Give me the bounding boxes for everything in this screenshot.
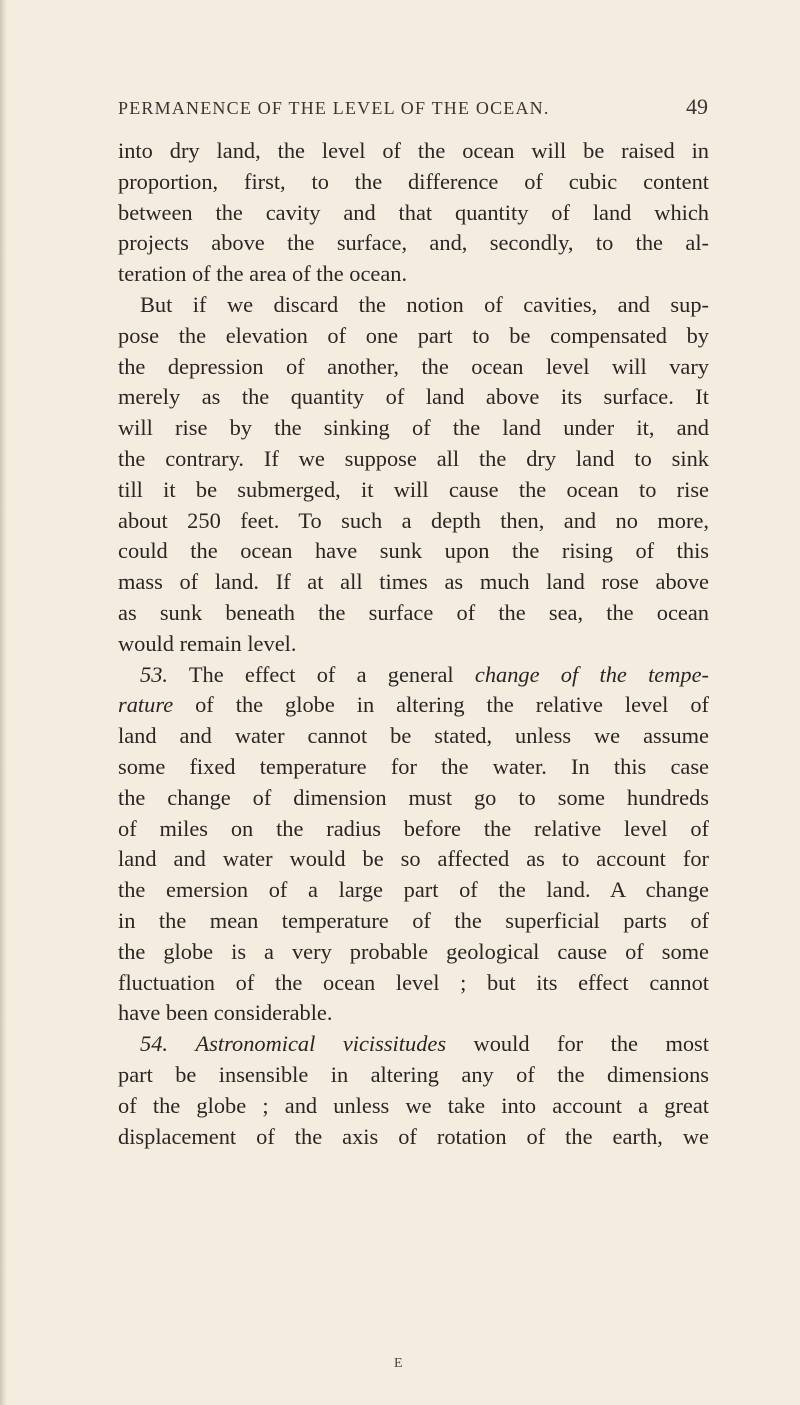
text-run: The effect of a general <box>168 661 475 687</box>
text-line: the emersion of a large part of the land. A change <box>118 877 709 903</box>
section-number-54: 54. <box>140 1031 168 1057</box>
italic-phrase: Astronomical vicissitudes <box>195 1031 447 1057</box>
section-number-53: 53. <box>140 661 168 687</box>
running-head <box>118 90 708 130</box>
text-line: into dry land, the level of the ocean will be raised in <box>118 138 709 163</box>
page-edge-shadow <box>0 0 6 1405</box>
text-line: land and water would be so affected as to account for <box>118 846 709 872</box>
text-line: about 250 feet. To such a depth then, and no more, <box>118 507 709 533</box>
text-line: projects above the surface, and, secondly, to the al- <box>118 230 709 256</box>
text-line: displacement of the axis of rotation of the earth, we <box>118 1123 709 1149</box>
text-line: could the ocean have sunk upon the rising of this <box>118 538 709 564</box>
text-line: mass of land. If at all times as much land rose above <box>118 569 709 595</box>
text-line: in the mean temperature of the superficial parts of <box>118 907 709 933</box>
text-line: some fixed temperature for the water. In this case <box>118 753 709 779</box>
page-number: 49 <box>686 94 708 119</box>
text-line: merely as the quantity of land above its surface. It <box>118 384 709 410</box>
text-line: the globe is a very probable geological cause of some <box>118 938 709 964</box>
text-line: till it be submerged, it will cause the ocean to rise <box>118 476 709 502</box>
paragraph-54-first-line <box>118 1029 709 1060</box>
text-line: the depression of another, the ocean level will vary <box>118 353 709 379</box>
text-line: the contrary. If we suppose all the dry land to sink <box>118 445 709 471</box>
signature-mark: E <box>394 1356 403 1371</box>
paragraph-53-second-line <box>118 690 709 721</box>
body-text <box>118 136 709 1152</box>
text-line: proportion, first, to the difference of cubic content <box>118 168 709 194</box>
paragraph-53-first-line <box>118 660 709 691</box>
text-line: of miles on the radius before the relative level of <box>118 815 709 841</box>
text-line: land and water cannot be stated, unless we assume <box>118 723 709 749</box>
text-line: fluctuation of the ocean level ; but its effect cannot <box>118 969 709 995</box>
text-line: would remain level. <box>118 630 297 656</box>
text-run: of the globe in altering the relative level of <box>173 692 709 718</box>
text-line: will rise by the sinking of the land under it, and <box>118 415 709 441</box>
text-run: would for the most <box>446 1031 709 1057</box>
text-line: But if we discard the notion of cavities, and sup- <box>140 291 709 317</box>
text-line: pose the elevation of one part to be compensated by <box>118 322 709 348</box>
italic-phrase: rature <box>118 692 174 718</box>
text-line: of the globe ; and unless we take into account a great <box>118 1092 709 1118</box>
text-line: as sunk beneath the surface of the sea, the ocean <box>118 599 709 625</box>
text-line: have been considerable. <box>118 1000 333 1026</box>
text-line: teration of the area of the ocean. <box>118 261 408 287</box>
italic-phrase: change of the tempe- <box>474 661 709 687</box>
text-line: part be insensible in altering any of the dimensions <box>118 1061 709 1087</box>
running-title: PERMANENCE OF THE LEVEL OF THE OCEAN. <box>118 98 550 118</box>
text-line: the change of dimension must go to some hundreds <box>118 784 709 810</box>
text-line: between the cavity and that quantity of land which <box>118 199 709 225</box>
